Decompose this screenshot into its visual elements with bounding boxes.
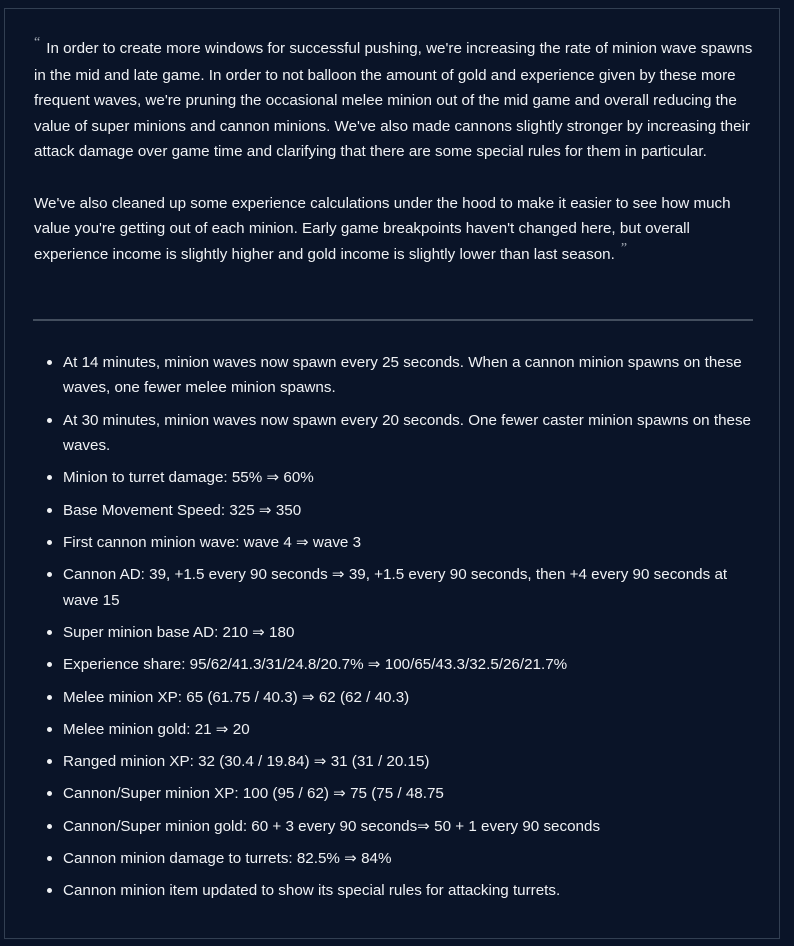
patch-notes-panel [4,8,780,939]
change-item-text: First cannon minion wave: wave 4 ⇒ wave 3 [63,534,362,551]
quote-paragraph-2 [34,191,754,269]
bullet-icon [47,888,52,893]
bullet-icon [47,727,52,732]
change-item [34,530,758,555]
bullet-icon [47,572,52,577]
bullet-icon [47,662,52,667]
bullet-icon [47,759,52,764]
quote-paragraph-1 [34,36,754,165]
change-item-text: Ranged minion XP: 32 (30.4 / 19.84) ⇒ 31 (31 / 20.15) [63,753,430,771]
change-list [34,350,758,911]
change-item [34,465,758,490]
change-item [34,717,758,742]
change-item-text: Melee minion gold: 21 ⇒ 20 [63,720,250,738]
change-item-text: Minion to turret damage: 55% ⇒ 60% [63,469,314,487]
bullet-icon [47,824,52,829]
change-item-text: Cannon/Super minion XP: 100 (95 / 62) ⇒ 75 (75 / 48.75 [63,785,444,803]
change-item-text: Melee minion XP: 65 (61.75 / 40.3) ⇒ 62 (62 / 40.3) [63,688,410,706]
bullet-icon [47,418,52,423]
quote-paragraph-2-text: We've also cleaned up some experience calculations under the hood to make it easier to see how much value you're getting out of each minion. Early game breakpoints haven't changed here, but overall experience income is slightly higher and gold income is slightly lower than last season. [34,194,731,263]
change-item-text: Base Movement Speed: 325 ⇒ 350 [63,501,302,519]
change-item [34,620,758,645]
close-quote-icon: ” [620,240,628,256]
change-item-text: Cannon minion item updated to show its special rules for attacking turrets. [63,882,561,900]
change-item [34,846,758,871]
bullet-icon [47,630,52,635]
bullet-icon [47,695,52,700]
bullet-icon [47,508,52,513]
change-item [34,685,758,710]
change-item-text: Cannon/Super minion gold: 60 + 3 every 90 seconds⇒ 50 + 1 every 90 seconds [63,817,601,835]
bullet-icon [47,475,52,480]
change-item [34,781,758,806]
open-quote-icon: “ [34,35,41,50]
change-item-text: Cannon AD: 39, +1.5 every 90 seconds ⇒ 39, +1.5 every 90 seconds, then +4 every 90 seconds at wave 15 [63,566,728,609]
change-item-text: At 30 minutes, minion waves now spawn every 20 seconds. One fewer caster minion spawns on these waves. [63,411,752,455]
change-item [34,498,758,523]
change-item [34,562,758,613]
change-item [34,878,758,903]
change-item [34,408,758,459]
bullet-icon [47,791,52,796]
change-item [34,814,758,839]
bullet-icon [47,540,52,545]
change-item-text: At 14 minutes, minion waves now spawn every 25 seconds. When a cannon minion spawns on these waves, one fewer melee minion spawns. [63,354,742,397]
change-item-text: Super minion base AD: 210 ⇒ 180 [63,624,295,641]
change-item-text: Experience share: 95/62/41.3/31/24.8/20.7% ⇒ 100/65/43.3/32.5/26/21.7% [63,656,568,674]
bullet-icon [47,360,52,365]
change-item [34,652,758,677]
designer-quote [34,36,754,268]
change-item-text: Cannon minion damage to turrets: 82.5% ⇒ 84% [63,850,392,868]
quote-paragraph-1-text: In order to create more windows for successful pushing, we're increasing the rate of minion wave spawns in the mid and late game. In order to not balloon the amount of gold and experience given by these more frequent waves, we're pruning the occasional melee minion out of the mid game and overall reducing the value of super minions and cannon minions. We've also made cannons slightly stronger by increasing their attack damage over game time and clarifying that there are some special rules for them in particular. [34,40,753,161]
bullet-icon [47,856,52,861]
section-divider [33,319,753,321]
change-item [34,350,758,401]
change-item [34,749,758,774]
